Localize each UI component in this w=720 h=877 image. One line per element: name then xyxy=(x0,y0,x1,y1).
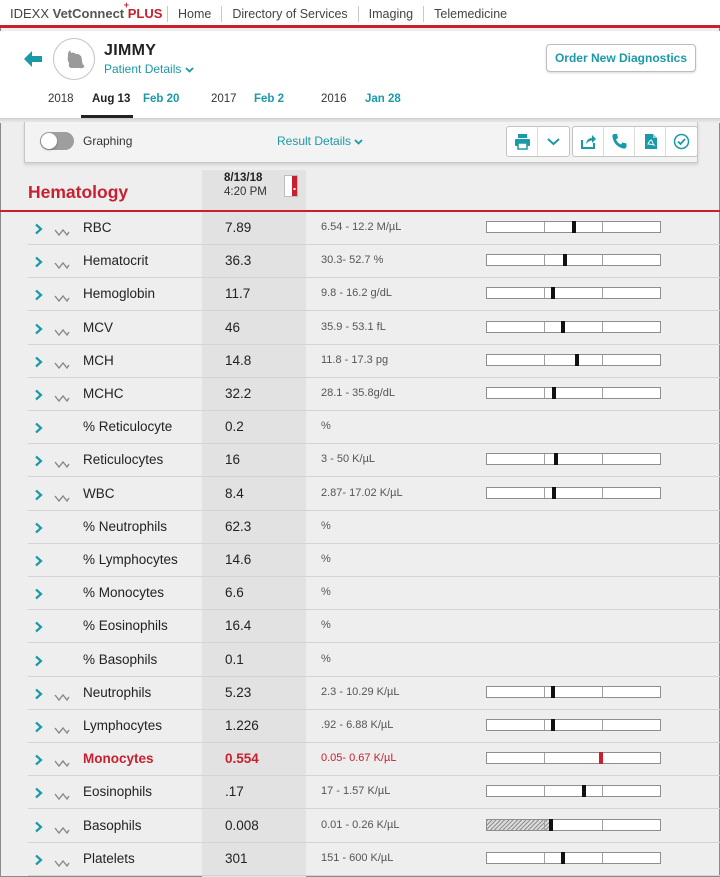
result-row[interactable] xyxy=(28,544,720,577)
value-marker xyxy=(551,719,555,731)
patient-details-dropdown[interactable]: Patient Details xyxy=(104,62,194,76)
actions-button-group xyxy=(572,126,698,157)
chevron-right-icon[interactable] xyxy=(34,853,43,871)
result-row[interactable] xyxy=(28,511,720,544)
analyte-value: 1.226 xyxy=(225,718,259,733)
reference-range: % xyxy=(321,586,331,599)
chevron-right-icon[interactable] xyxy=(34,554,43,572)
range-bar xyxy=(486,719,661,731)
trend-icon[interactable] xyxy=(54,257,70,275)
analyte-value: 0.008 xyxy=(225,817,259,833)
analyte-value: 301 xyxy=(225,850,248,866)
analyte-value: 11.7 xyxy=(225,286,251,302)
results-panel xyxy=(0,170,720,877)
trend-icon[interactable] xyxy=(54,722,70,740)
range-bar xyxy=(486,487,661,499)
range-bar xyxy=(486,221,661,233)
analyte-value: 36.3 xyxy=(225,253,252,269)
date-tab-aug-13[interactable]: Aug 13 xyxy=(92,93,131,105)
nav-home[interactable]: Home xyxy=(167,6,221,22)
range-bar xyxy=(486,819,661,831)
chevron-right-icon[interactable] xyxy=(34,255,43,273)
analyte-name: Basophils xyxy=(83,817,142,833)
reference-range: 3 - 50 K/µL xyxy=(321,453,376,466)
reference-range: 9.8 - 16.2 g/dL xyxy=(321,287,392,300)
patient-name: JIMMY xyxy=(104,42,157,59)
value-marker xyxy=(551,287,555,299)
trend-icon[interactable] xyxy=(54,324,70,342)
logo-cross-icon: + xyxy=(123,0,130,10)
analyte-name: % Lymphocytes xyxy=(83,552,178,567)
trend-icon[interactable] xyxy=(54,390,70,408)
reference-range: 6.54 - 12.2 M/µL xyxy=(321,221,402,233)
range-bar xyxy=(486,321,661,333)
trend-icon[interactable] xyxy=(54,490,70,508)
value-marker xyxy=(561,321,565,333)
reference-range: 2.87- 17.02 K/µL xyxy=(321,486,403,499)
analyte-name: Platelets xyxy=(83,850,135,866)
result-row[interactable] xyxy=(28,345,720,378)
abnormal-flag-icon xyxy=(284,175,298,197)
range-bar xyxy=(486,686,661,698)
analyte-name: Eosinophils xyxy=(83,784,153,800)
reference-range: 35.9 - 53.1 fL xyxy=(321,320,386,333)
analyte-name: RBC xyxy=(83,220,112,235)
chevron-right-icon[interactable] xyxy=(34,355,43,373)
order-new-diagnostics-button[interactable]: Order New Diagnostics xyxy=(546,44,696,72)
chevron-right-icon[interactable] xyxy=(34,454,43,472)
range-bar xyxy=(486,287,661,299)
reference-range: 30.3- 52.7 % xyxy=(321,254,384,267)
result-details-dropdown[interactable]: Result Details xyxy=(277,134,363,148)
reference-range: % xyxy=(321,519,331,532)
value-marker xyxy=(572,221,576,233)
result-row[interactable] xyxy=(28,278,720,311)
chevron-right-icon[interactable] xyxy=(34,421,43,439)
trend-icon[interactable] xyxy=(54,357,70,375)
value-marker xyxy=(552,387,556,399)
analyte-name: Hematocrit xyxy=(83,253,149,269)
patient-header xyxy=(0,31,720,119)
analyte-value: 7.89 xyxy=(225,220,252,235)
range-bar xyxy=(486,387,661,399)
value-marker xyxy=(582,785,586,797)
trend-icon[interactable] xyxy=(54,855,70,873)
analyte-name: Neutrophils xyxy=(83,684,152,700)
trend-icon[interactable] xyxy=(54,290,70,308)
value-marker xyxy=(563,254,567,266)
trend-icon[interactable] xyxy=(54,788,70,806)
analyte-name: % Monocytes xyxy=(83,585,165,601)
analyte-value: 0.2 xyxy=(225,419,244,435)
reference-range: .92 - 6.88 K/µL xyxy=(321,719,394,731)
graphing-toggle[interactable] xyxy=(40,132,74,150)
chevron-right-icon[interactable] xyxy=(34,620,43,638)
reference-range: 0.05- 0.67 K/µL xyxy=(321,752,397,765)
analyte-value: 32.2 xyxy=(225,386,252,401)
trend-icon[interactable] xyxy=(54,755,70,773)
value-marker xyxy=(552,487,556,499)
analyte-name: Reticulocytes xyxy=(83,452,164,468)
below-range-hatch xyxy=(487,820,549,830)
range-bar xyxy=(486,254,661,266)
analyte-name: MCHC xyxy=(83,386,124,401)
reference-range: 11.8 - 17.3 pg xyxy=(321,353,389,366)
analyte-value: 5.23 xyxy=(225,684,252,700)
print-button-group xyxy=(506,126,570,157)
analyte-value: 62.3 xyxy=(225,518,252,534)
analyte-value: 8.4 xyxy=(225,485,244,501)
result-row[interactable] xyxy=(28,810,720,843)
reference-range: 17 - 1.57 K/µL xyxy=(321,785,391,798)
result-row[interactable] xyxy=(28,677,720,710)
analyte-name: Lymphocytes xyxy=(83,718,163,733)
print-icon[interactable] xyxy=(507,127,538,156)
result-row[interactable] xyxy=(28,610,720,643)
analyte-value: 0.1 xyxy=(225,651,244,667)
range-bar xyxy=(486,453,661,465)
reference-range: % xyxy=(321,619,331,632)
top-nav xyxy=(167,0,517,28)
chevron-right-icon[interactable] xyxy=(34,587,43,605)
cat-avatar-icon xyxy=(53,38,95,80)
result-row[interactable] xyxy=(28,776,720,809)
result-time: 4:20 PM xyxy=(224,186,267,198)
date-tab-jan-28[interactable]: Jan 28 xyxy=(365,93,401,105)
chevron-down-icon[interactable] xyxy=(538,127,569,156)
trend-icon[interactable] xyxy=(54,822,70,840)
analyte-value: .17 xyxy=(225,784,244,800)
chevron-right-icon[interactable] xyxy=(34,288,43,306)
analyte-name: WBC xyxy=(83,485,115,501)
analyte-name: MCH xyxy=(83,352,114,368)
value-marker xyxy=(551,686,555,698)
share-icon[interactable] xyxy=(573,127,604,156)
result-date: 8/13/18 xyxy=(224,172,263,184)
results-toolbar xyxy=(24,122,698,163)
value-marker xyxy=(561,852,565,864)
graphing-label: Graphing xyxy=(83,134,133,148)
reference-range: 2.3 - 10.29 K/µL xyxy=(321,685,400,698)
result-row[interactable] xyxy=(28,212,720,245)
reference-range: 151 - 600 K/µL xyxy=(321,851,394,864)
analyte-name: MCV xyxy=(83,319,113,335)
chevron-down-icon xyxy=(185,67,194,73)
analyte-value: 16 xyxy=(225,452,241,468)
date-tab-feb-2[interactable]: Feb 2 xyxy=(254,93,285,105)
reference-range: % xyxy=(321,652,331,665)
chevron-right-icon[interactable] xyxy=(34,654,43,672)
chevron-right-icon[interactable] xyxy=(34,222,43,240)
nav-imaging[interactable]: Imaging xyxy=(358,6,423,22)
pdf-icon[interactable] xyxy=(635,127,666,156)
value-marker xyxy=(599,752,603,764)
value-marker xyxy=(549,819,553,831)
trend-icon[interactable] xyxy=(54,456,70,474)
analyte-value: 16.4 xyxy=(225,618,252,634)
result-row[interactable] xyxy=(28,378,720,411)
chevron-right-icon[interactable] xyxy=(34,786,43,804)
year-label-2017: 2017 xyxy=(211,93,237,105)
chevron-right-icon[interactable] xyxy=(34,820,43,838)
chevron-down-icon xyxy=(354,139,363,145)
vetconnect-logo[interactable]: IDEXX VetConnect + PLUS xyxy=(10,0,163,21)
analyte-name: % Reticulocyte xyxy=(83,419,173,435)
checkmark-icon[interactable] xyxy=(666,127,697,156)
result-row[interactable] xyxy=(28,843,720,876)
chevron-right-icon[interactable] xyxy=(34,488,43,506)
reference-range: % xyxy=(321,420,331,433)
result-row[interactable] xyxy=(28,411,720,444)
reference-range: 28.1 - 35.8g/dL xyxy=(321,387,396,399)
analyte-name: Hemoglobin xyxy=(83,286,156,302)
range-bar xyxy=(486,852,661,864)
chevron-right-icon[interactable] xyxy=(34,753,43,771)
result-row[interactable] xyxy=(28,312,720,345)
analyte-value: 14.6 xyxy=(225,552,252,567)
chevron-right-icon[interactable] xyxy=(34,521,43,539)
date-tab-feb-20[interactable]: Feb 20 xyxy=(143,93,180,105)
value-marker xyxy=(575,354,579,366)
analyte-value: 14.8 xyxy=(225,352,252,368)
range-bar xyxy=(486,354,661,366)
chevron-right-icon[interactable] xyxy=(34,322,43,340)
result-row[interactable] xyxy=(28,245,720,278)
nav-directory-of-services[interactable]: Directory of Services xyxy=(221,6,357,22)
chevron-right-icon[interactable] xyxy=(34,720,43,738)
phone-icon[interactable] xyxy=(604,127,635,156)
year-label-2018: 2018 xyxy=(48,93,74,105)
chevron-right-icon[interactable] xyxy=(34,388,43,406)
result-row[interactable] xyxy=(28,478,720,511)
trend-icon[interactable] xyxy=(54,689,70,707)
reference-range: 0.01 - 0.26 K/µL xyxy=(321,818,400,831)
range-bar xyxy=(486,785,661,797)
section-title: Hematology xyxy=(28,182,129,202)
result-row[interactable] xyxy=(28,577,720,610)
nav-telemedicine[interactable]: Telemedicine xyxy=(423,6,517,22)
range-bar xyxy=(486,752,661,764)
year-label-2016: 2016 xyxy=(321,93,347,105)
analyte-value: 0.554 xyxy=(225,751,259,767)
result-row[interactable] xyxy=(28,743,720,776)
reference-range: % xyxy=(321,553,331,565)
result-row[interactable] xyxy=(28,710,720,743)
analyte-value: 6.6 xyxy=(225,585,244,601)
result-row[interactable] xyxy=(28,444,720,477)
top-bar xyxy=(0,0,720,28)
result-row[interactable] xyxy=(28,644,720,677)
analyte-value: 46 xyxy=(225,319,241,335)
trend-icon[interactable] xyxy=(54,224,70,242)
back-arrow-icon[interactable] xyxy=(22,48,44,70)
chevron-right-icon[interactable] xyxy=(34,687,43,705)
analyte-name: % Basophils xyxy=(83,651,158,667)
analyte-name: % Neutrophils xyxy=(83,518,168,534)
value-marker xyxy=(554,453,558,465)
analyte-name: % Eosinophils xyxy=(83,618,168,634)
analyte-name: Monocytes xyxy=(83,751,154,767)
